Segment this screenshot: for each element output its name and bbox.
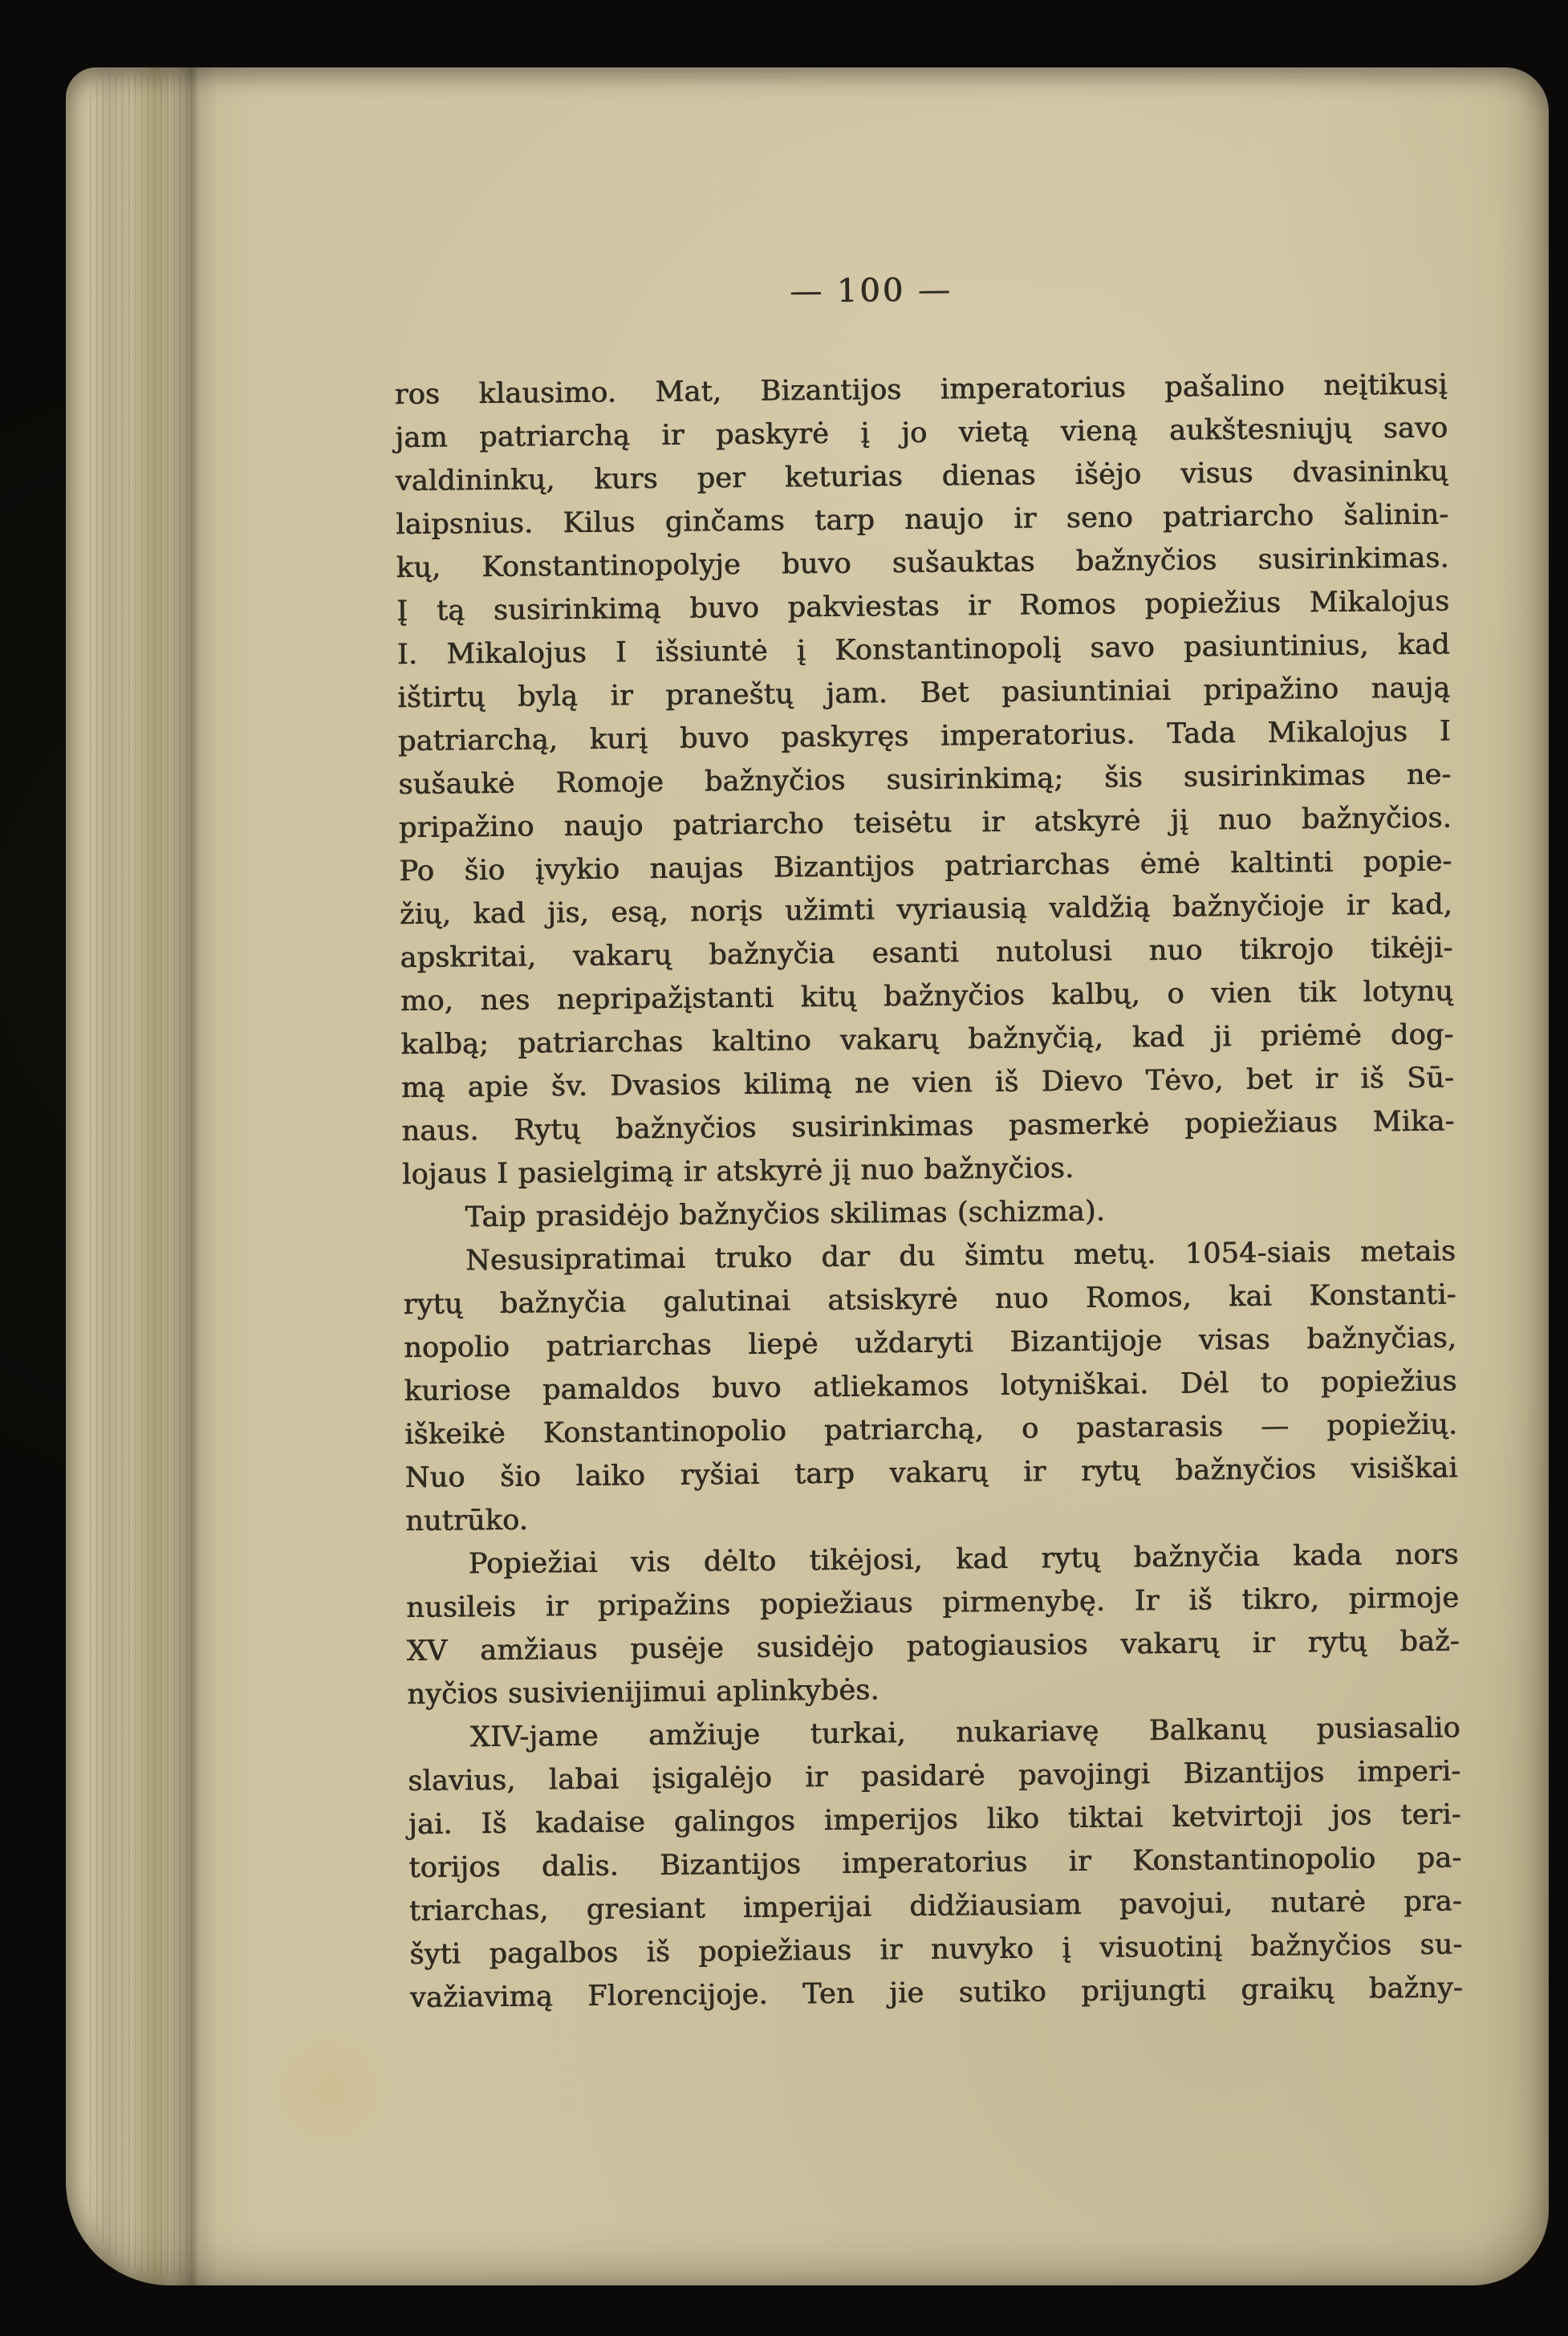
- text-line: Į tą susirinkimą buvo pakviestas ir Romos popiežius Mikalojus: [396, 585, 1450, 628]
- text-line: Nuo šio laiko ryšiai tarp vakarų ir rytų bažnyčios visiškai: [404, 1452, 1459, 1495]
- text-line: sušaukė Romoje bažnyčios susirinkimą; šis susirinkimas ne-: [398, 758, 1452, 802]
- text-line: jai. Iš kadaise galingos imperijos liko tiktai ketvirtoji jos teri-: [408, 1798, 1462, 1842]
- text-line: slavius, labai įsigalėjo ir pasidarė pavojingi Bizantijos imperi-: [408, 1755, 1461, 1798]
- text-line: Taip prasidėjo bažnyčios skilimas (schizma).: [465, 1195, 1106, 1234]
- book-page: [66, 67, 1549, 2285]
- text-line: triarchas, gresiant imperijai didžiausiam pavojui, nutarė pra-: [408, 1885, 1463, 1928]
- text-line: lojaus I pasielgimą ir atskyrė jį nuo bažnyčios.: [402, 1152, 1074, 1192]
- text-line: laipsnius. Kilus ginčams tarp naujo ir seno patriarcho šalinin-: [396, 498, 1449, 542]
- text-line: žių, kad jis, esą, norįs užimti vyriausią valdžią bažnyčioje ir kad,: [399, 888, 1453, 932]
- text-line: rytų bažnyčia galutinai atsiskyrė nuo Romos, kai Konstanti-: [403, 1278, 1456, 1322]
- text-line: ros klausimo. Mat, Bizantijos imperatorius pašalino neįtikusį: [394, 368, 1448, 412]
- text-line: XV amžiaus pusėje susidėjo patogiausios vakarų ir rytų baž-: [406, 1625, 1460, 1668]
- text-line: iškeikė Konstantinopolio patriarchą, o pastarasis — popiežių.: [404, 1408, 1458, 1452]
- text-line: pripažino naujo patriarcho teisėtu ir atskyrė jį nuo bažnyčios.: [398, 802, 1452, 845]
- text-line: I. Mikalojus I išsiuntė į Konstantinopolį savo pasiuntinius, kad: [396, 628, 1451, 672]
- text-line: nopolio patriarchas liepė uždaryti Bizantijoje visas bažnyčias,: [404, 1322, 1457, 1365]
- page-number: — 100 —: [790, 271, 953, 311]
- text-line: patriarchą, kurį buvo paskyręs imperatorius. Tada Mikalojus I: [397, 715, 1452, 758]
- text-line: apskritai, vakarų bažnyčia esanti nutolusi nuo tikrojo tikėji-: [400, 932, 1453, 975]
- text-line: nusileis ir pripažins popiežiaus pirmenybę. Ir iš tikro, pirmoje: [406, 1582, 1460, 1625]
- text-line: Nesusipratimai truko dar du šimtu metų. 1054-siais metais: [465, 1235, 1456, 1278]
- text-line: Po šio įvykio naujas Bizantijos patriarchas ėmė kaltinti popie-: [399, 845, 1452, 888]
- text-line: nyčios susivienijimui aplinkybės.: [407, 1674, 880, 1712]
- text-line: važiavimą Florencijoje. Ten jie sutiko prijungti graikų bažny-: [409, 1972, 1464, 2015]
- text-line: torijos dalis. Bizantijos imperatorius ir Konstantinopolio pa-: [408, 1842, 1462, 1885]
- text-line: XIV-jame amžiuje turkai, nukariavę Balkanų pusiasalio: [469, 1712, 1461, 1754]
- body-text: [395, 364, 1464, 2020]
- text-line: naus. Rytų bažnyčios susirinkimas pasmerkė popiežiaus Mika-: [401, 1105, 1455, 1148]
- text-line: mą apie šv. Dvasios kilimą ne vien iš Dievo Tėvo, bet ir iš Sū-: [401, 1062, 1455, 1105]
- text-line: kuriose pamaldos buvo atliekamos lotyniškai. Dėl to popiežius: [404, 1365, 1458, 1408]
- text-line: Popiežiai vis dėlto tikėjosi, kad rytų bažnyčia kada nors: [468, 1538, 1460, 1581]
- text-line: šyti pagalbos iš popiežiaus ir nuvyko į visuotinį bažnyčios su-: [409, 1928, 1463, 1972]
- text-line: jam patriarchą ir paskyrė į jo vietą vieną aukštesniųjų savo: [395, 412, 1448, 455]
- text-line: kų, Konstantinopolyje buvo sušauktas bažnyčios susirinkimas.: [396, 542, 1450, 585]
- text-line: mo, nes nepripažįstanti kitų bažnyčios kalbų, o vien tik lotynų: [400, 975, 1454, 1018]
- text-line: valdininkų, kurs per keturias dienas išėjo visus dvasininkų: [395, 455, 1449, 498]
- text-line: nutrūko.: [405, 1504, 529, 1538]
- printed-area: [56, 59, 1560, 2291]
- text-line: ištirtų bylą ir praneštų jam. Bet pasiuntiniai pripažino naują: [397, 672, 1451, 715]
- text-line: kalbą; patriarchas kaltino vakarų bažnyčią, kad ji priėmė dog-: [400, 1018, 1454, 1062]
